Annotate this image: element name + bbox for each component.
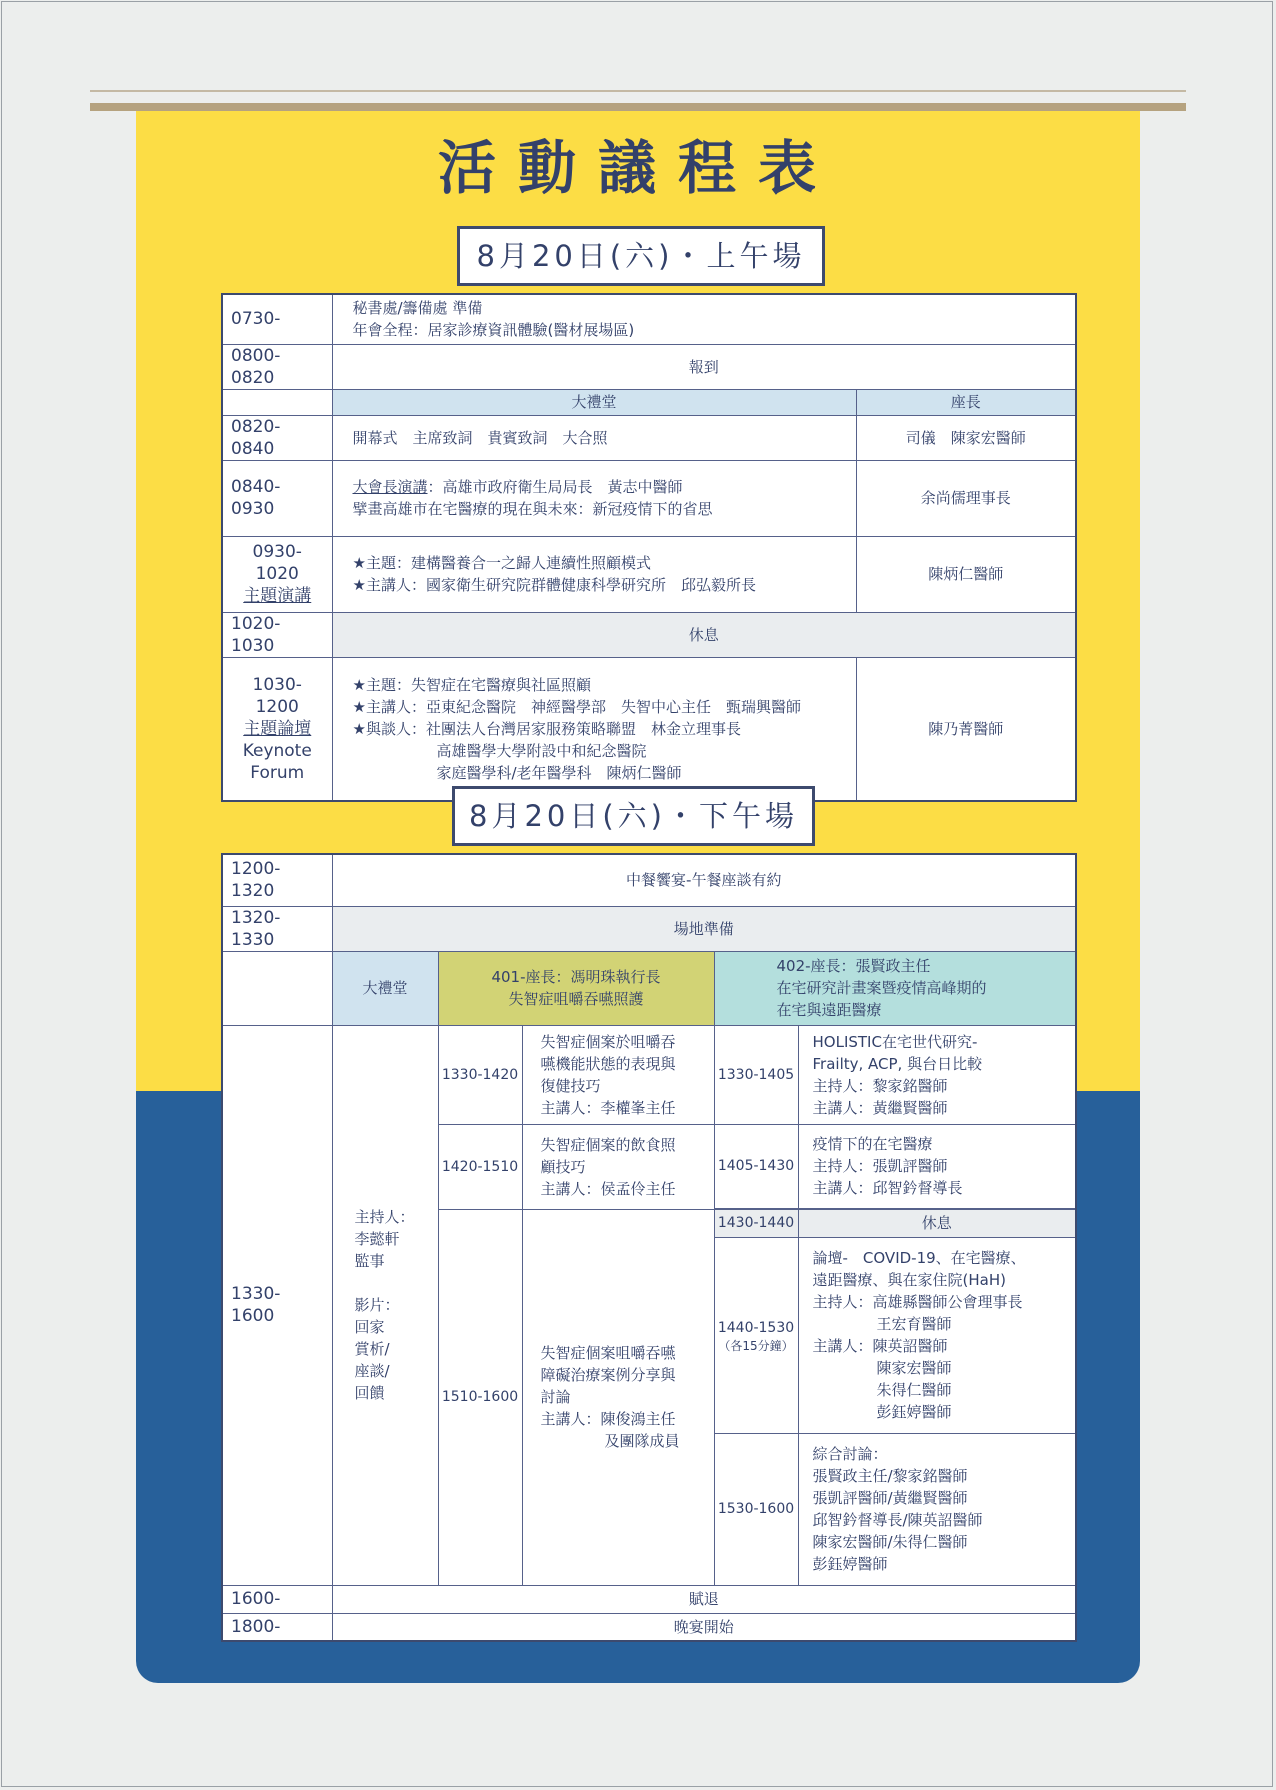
room402-topic: 在宅研究計畫案暨疫情高峰期的 xyxy=(776,979,987,997)
room402-time-cell xyxy=(714,1237,798,1433)
table-row xyxy=(222,294,1076,344)
chair-cell: 陳炳仁醫師 xyxy=(856,536,1076,612)
time-cell: 1320-1330 xyxy=(222,906,332,951)
talk-text: Frailty, ACP, 與台日比較 xyxy=(812,1054,983,1073)
time-note: （各15分鐘） xyxy=(718,1339,794,1353)
room401-time-cell: 1510-1600 xyxy=(438,1209,522,1585)
room401-header xyxy=(438,951,714,1025)
session-type-label: 主題演講 xyxy=(243,586,312,606)
hall-text: 主持人： xyxy=(354,1208,415,1226)
room402-talk-cell xyxy=(798,1433,1076,1585)
event-text: 擘畫高雄市在宅醫療的現在與未來：新冠疫情下的省思 xyxy=(352,500,713,518)
chair-cell: 陳乃菁醫師 xyxy=(856,657,1076,801)
hanger-rod-thin xyxy=(90,90,1186,92)
talk-text: 遠距醫療、與在家住院(HaH) xyxy=(812,1271,1006,1289)
talk-text: HOLISTIC在宅世代研究- xyxy=(812,1032,978,1051)
room401-chair: 401-座長：馮明珠執行長 xyxy=(491,968,661,986)
time-text: 1030-1200 xyxy=(252,674,302,717)
talk-text: 張賢政主任/黎家銘醫師 xyxy=(812,1467,968,1485)
room402-topic: 在宅與遠距醫療 xyxy=(776,1001,882,1019)
chair-header: 座長 xyxy=(856,389,1076,415)
hall-text: 回饋 xyxy=(354,1384,385,1402)
time-cell: 0730- xyxy=(222,294,332,344)
event-text: 主題：建構醫養合一之歸人連續性照顧模式 xyxy=(365,554,651,572)
table-row xyxy=(222,415,1076,460)
session-type-label-en: Forum xyxy=(250,762,305,783)
talk-text: 主講人：李權峯主任 xyxy=(540,1098,676,1117)
table-row xyxy=(222,657,1076,801)
event-cell: 晚宴開始 xyxy=(332,1613,1076,1641)
empty-cell xyxy=(222,951,332,1025)
event-text: 主題：失智症在宅醫療與社區照顧 xyxy=(365,675,591,694)
time-cell: 1200-1320 xyxy=(222,854,332,906)
hall-cell xyxy=(332,1025,438,1585)
break-cell: 休息 xyxy=(798,1209,1076,1237)
venue-header: 大禮堂 xyxy=(332,389,856,415)
talk-text: 疫情下的在宅醫療 xyxy=(812,1135,933,1153)
time-cell xyxy=(222,536,332,612)
event-cell: 開幕式 主席致詞 貴賓致詞 大合照 xyxy=(332,415,856,460)
table-row xyxy=(222,1585,1076,1613)
keynote-label: 大會長演講 xyxy=(352,478,428,496)
table-row xyxy=(222,460,1076,536)
talk-text: 論壇- COVID-19、在宅醫療、 xyxy=(812,1249,1026,1267)
talk-text: 王宏育醫師 xyxy=(876,1315,952,1333)
room401-talk-cell xyxy=(522,1209,714,1585)
room401-talk-cell xyxy=(522,1124,714,1209)
room402-time-cell: 1530-1600 xyxy=(714,1433,798,1585)
session-type-label: 主題論壇 xyxy=(243,718,312,739)
talk-text: 及團隊成員 xyxy=(604,1432,680,1450)
time-cell: 1600- xyxy=(222,1585,332,1613)
table-row xyxy=(222,906,1076,951)
event-text: 與談人：社團法人台灣居家服務策略聯盟 林金立理事長 xyxy=(365,719,741,738)
talk-text: 朱得仁醫師 xyxy=(876,1381,952,1399)
table-header-row xyxy=(222,389,1076,415)
room401-time-cell: 1420-1510 xyxy=(438,1124,522,1209)
morning-schedule-table xyxy=(221,293,1077,802)
room401-talk-cell xyxy=(522,1025,714,1124)
hall-text: 監事 xyxy=(354,1252,385,1270)
event-text: 主講人：亞東紀念醫院 神經醫學部 失智中心主任 甄瑞興醫師 xyxy=(365,697,801,716)
time-cell: 1330-1600 xyxy=(222,1025,332,1585)
event-text: 高雄醫學大學附設中和紀念醫院 xyxy=(436,741,647,760)
room401-time-cell: 1330-1420 xyxy=(438,1025,522,1124)
time-cell: 1800- xyxy=(222,1613,332,1641)
event-cell: 中餐饗宴-午餐座談有約 xyxy=(332,854,1076,906)
star-icon: ★ xyxy=(352,576,366,594)
page-title: 活動議程表 xyxy=(437,134,838,202)
event-cell: 報到 xyxy=(332,344,1076,389)
time-cell: 0820-0840 xyxy=(222,415,332,460)
chair-cell: 司儀 陳家宏醫師 xyxy=(856,415,1076,460)
talk-text: 主持人：黎家銘醫師 xyxy=(812,1076,948,1095)
talk-text: 主講人：黃繼賢醫師 xyxy=(812,1098,948,1117)
hall-text: 座談/ xyxy=(354,1362,390,1380)
event-text: 年會全程：居家診療資訊體驗(醫材展場區) xyxy=(352,321,635,340)
room402-chair: 402-座長：張賢政主任 xyxy=(776,957,931,975)
talk-text: 復健技巧 xyxy=(540,1076,601,1095)
table-row xyxy=(222,344,1076,389)
room402-talk-cell xyxy=(798,1124,1076,1208)
talk-text: 主講人：邱智鈐督導長 xyxy=(812,1179,963,1197)
event-cell: 場地準備 xyxy=(332,906,1076,951)
table-row xyxy=(222,612,1076,657)
table-row xyxy=(222,854,1076,906)
hall-text: 賞析/ xyxy=(354,1340,390,1358)
room402-talk-cell xyxy=(798,1025,1076,1124)
star-icon: ★ xyxy=(352,554,366,572)
hall-text: 李懿軒 xyxy=(354,1230,400,1248)
talk-text: 主講人：陳英詔醫師 xyxy=(812,1337,948,1355)
talk-text: 彭鈺婷醫師 xyxy=(812,1555,888,1573)
afternoon-session-title: 8月20日(六)・下午場 xyxy=(452,786,815,846)
table-header-row xyxy=(222,951,1076,1025)
hall-text: 影片： xyxy=(354,1296,400,1314)
event-cell xyxy=(332,294,1076,344)
hanger-rod xyxy=(90,103,1186,111)
room402-talk-cell xyxy=(798,1237,1076,1433)
talk-text: 討論 xyxy=(540,1388,571,1406)
chair-cell: 余尚儒理事長 xyxy=(856,460,1076,536)
room402-time-cell: 1430-1440 xyxy=(714,1209,798,1237)
talk-text: 彭鈺婷醫師 xyxy=(876,1403,952,1421)
talk-text: 失智症個案於咀嚼吞 xyxy=(540,1032,676,1051)
hall-text: 回家 xyxy=(354,1318,385,1336)
time-cell xyxy=(222,657,332,801)
hall-header: 大禮堂 xyxy=(332,951,438,1025)
talk-text: 嚥機能狀態的表現與 xyxy=(540,1054,676,1073)
talk-text: 張凱評醫師/黃繼賢醫師 xyxy=(812,1489,968,1507)
time-text: 1440-1530 xyxy=(717,1320,795,1336)
star-icon: ★ xyxy=(352,719,366,738)
talk-text: 顧技巧 xyxy=(540,1157,586,1176)
room402-time-cell: 1405-1430 xyxy=(714,1124,798,1208)
talk-text: 主持人：高雄縣醫師公會理事長 xyxy=(812,1293,1023,1311)
star-icon: ★ xyxy=(352,697,366,716)
event-text: 秘書處/籌備處 準備 xyxy=(352,299,483,318)
morning-session-title: 8月20日(六)・上午場 xyxy=(457,226,825,286)
empty-cell xyxy=(222,389,332,415)
room402-header xyxy=(714,951,1076,1025)
talk-text: 主講人：侯孟伶主任 xyxy=(540,1179,676,1198)
talk-text: 陳家宏醫師 xyxy=(876,1359,952,1377)
event-text: 家庭醫學科/老年醫學科 陳炳仁醫師 xyxy=(436,763,682,782)
talk-text: 失智症個案的飲食照 xyxy=(540,1135,676,1154)
room401-topic: 失智症咀嚼吞嚥照護 xyxy=(508,990,644,1008)
event-text: ：高雄市政府衛生局局長 黃志中醫師 xyxy=(427,478,683,496)
talk-text: 主講人：陳俊鴻主任 xyxy=(540,1410,676,1428)
talk-text: 邱智鈐督導長/陳英詔醫師 xyxy=(812,1511,983,1529)
talk-text: 失智症個案咀嚼吞嚥 xyxy=(540,1344,676,1362)
time-cell: 1020-1030 xyxy=(222,612,332,657)
table-row xyxy=(222,1025,1076,1124)
event-cell xyxy=(332,657,856,801)
session-type-label-en: Keynote xyxy=(242,740,312,761)
talk-text: 綜合討論： xyxy=(812,1445,888,1463)
talk-text: 障礙治療案例分享與 xyxy=(540,1366,676,1384)
time-cell: 0800-0820 xyxy=(222,344,332,389)
time-text: 0930-1020 xyxy=(252,542,302,584)
table-row xyxy=(222,536,1076,612)
table-row xyxy=(222,1613,1076,1641)
room402-time-cell: 1330-1405 xyxy=(714,1025,798,1124)
event-cell xyxy=(332,460,856,536)
star-icon: ★ xyxy=(352,675,366,694)
talk-text: 主持人：張凱評醫師 xyxy=(812,1157,948,1175)
talk-text: 陳家宏醫師/朱得仁醫師 xyxy=(812,1533,968,1551)
afternoon-schedule-table xyxy=(221,853,1077,1642)
event-text: 主講人：國家衛生研究院群體健康科學研究所 邱弘毅所長 xyxy=(365,576,756,594)
break-cell: 休息 xyxy=(332,612,1076,657)
event-cell xyxy=(332,536,856,612)
time-cell: 0840-0930 xyxy=(222,460,332,536)
event-cell: 賦退 xyxy=(332,1585,1076,1613)
